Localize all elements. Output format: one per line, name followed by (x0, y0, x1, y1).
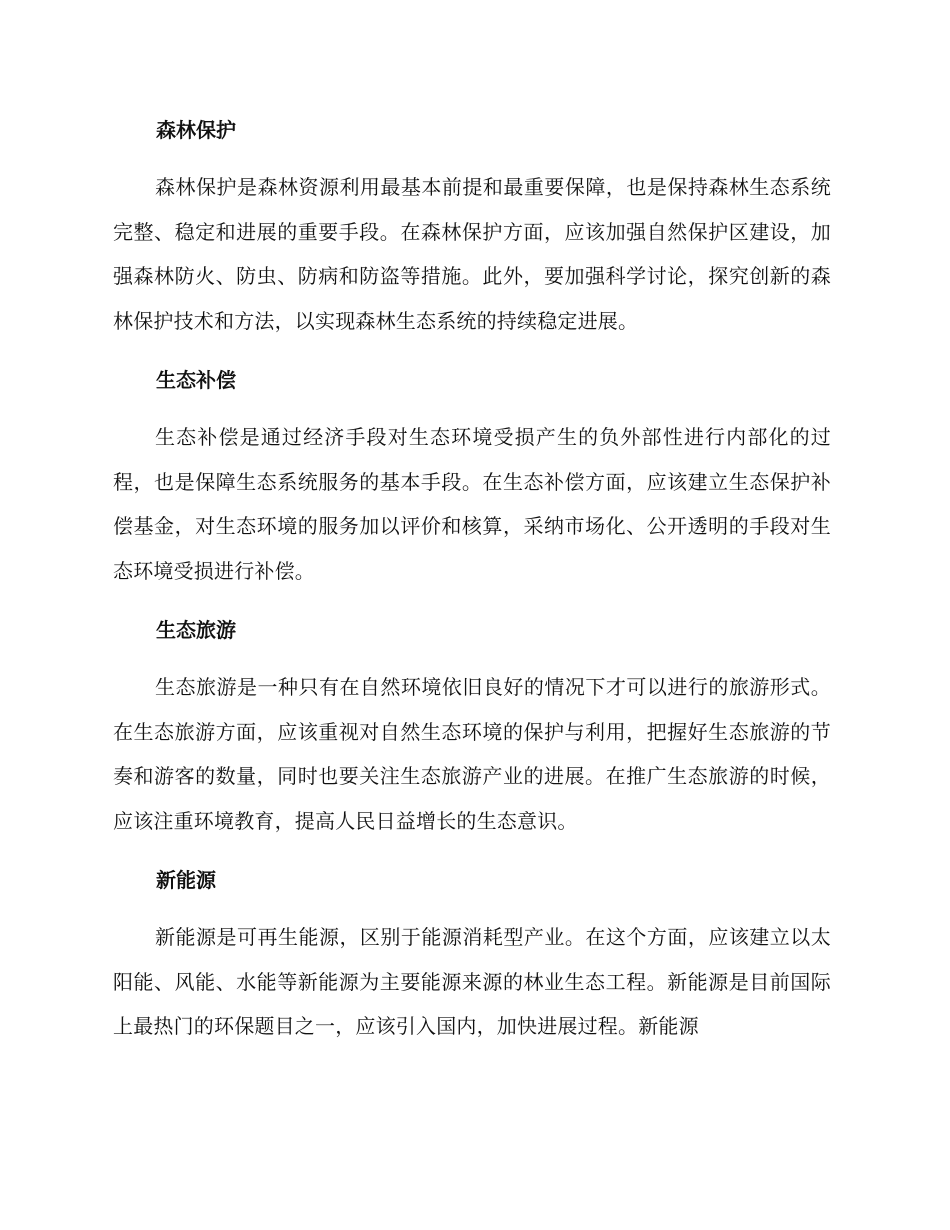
section-heading: 新能源 (156, 868, 216, 892)
section-paragraph: 森林保护是森林资源利用最基本前提和最重要保障，也是保持森林生态系统完整、稳定和进展的重要手段。在森林保护方面，应该加强自然保护区建设，加强森林防火、防虫、防病和防盗等措施。此外，要加强科学讨论，探究创新的森林保护技术和方法，以实现森林生态系统的持续稳定进展。 (113, 175, 831, 333)
section-paragraph: 生态补偿是通过经济手段对生态环境受损产生的负外部性进行内部化的过程，也是保障生态系统服务的基本手段。在生态补偿方面，应该建立生态保护补偿基金，对生态环境的服务加以评价和核算，采纳市场化、公开透明的手段对生态环境受损进行补偿。 (113, 425, 831, 583)
section-paragraph: 生态旅游是一种只有在自然环境依旧良好的情况下才可以进行的旅游形式。在生态旅游方面，应该重视对自然生态环境的保护与利用，把握好生态旅游的节奏和游客的数量，同时也要关注生态旅游产业的进展。在推广生态旅游的时候，应该注重环境教育，提高人民日益增长的生态意识。 (113, 675, 831, 833)
section-heading: 森林保护 (156, 118, 236, 142)
section-paragraph: 新能源是可再生能源，区别于能源消耗型产业。在这个方面，应该建立以太阳能、风能、水能等新能源为主要能源来源的林业生态工程。新能源是目前国际上最热门的环保题目之一，应该引入国内，加快进展过程。新能源 (113, 925, 831, 1038)
section-heading: 生态补偿 (156, 368, 236, 392)
section-heading: 生态旅游 (156, 618, 236, 642)
